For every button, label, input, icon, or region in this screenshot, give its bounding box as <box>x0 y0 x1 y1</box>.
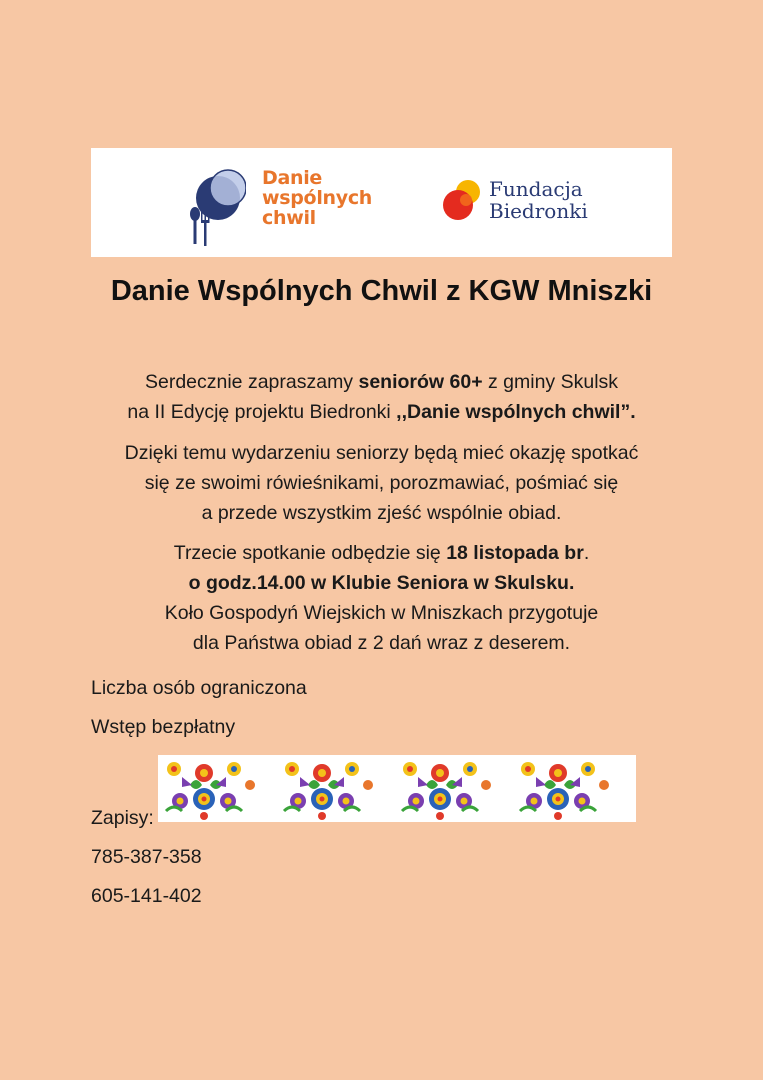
meeting-line-2 <box>0 568 763 598</box>
meeting-line-3: Koło Gospodyń Wiejskich w Mniszkach przygotuje <box>164 602 599 624</box>
intro-text-2a: na II Edycję projektu Biedronki <box>127 401 397 423</box>
logo-right-text <box>489 178 588 222</box>
meeting-line-4: dla Państwa obiad z 2 dań wraz z deserem. <box>192 632 571 654</box>
phone-number-2: 605-141-402 <box>91 885 202 907</box>
phone-number-1: 785-387-358 <box>91 846 202 868</box>
meeting-time-place: o godz.14.00 w Klubie Seniora w Skulsku. <box>188 572 575 594</box>
description-paragraph <box>0 438 763 528</box>
desc-line-1: Dzięki temu wydarzeniu seniorzy będą mieć okazję spotkać <box>124 442 639 464</box>
danie-wspolnych-chwil-logo-icon <box>186 162 246 248</box>
limited-seats-text: Liczba osób ograniczona <box>91 677 307 699</box>
logo-left-text <box>262 168 372 228</box>
desc-line-2: się ze swoimi rówieśnikami, porozmawiać, pośmiać się <box>144 472 619 494</box>
logo-left-line-1: Danie <box>262 167 323 189</box>
logo-banner <box>91 148 672 257</box>
meeting-paragraph <box>0 538 763 658</box>
meeting-date: 18 listopada br <box>446 542 584 564</box>
fundacja-biedronki-logo-icon <box>441 178 485 224</box>
intro-text-1a: Serdecznie zapraszamy <box>144 371 359 393</box>
page-title: Danie Wspólnych Chwil z KGW Mniszki <box>110 275 653 307</box>
intro-text-1b: seniorów 60+ <box>358 371 483 393</box>
desc-line-3: a przede wszystkim zjeść wspólnie obiad. <box>201 502 562 524</box>
folk-pattern-decoration-icon <box>158 755 636 822</box>
logo-left-line-2: wspólnych <box>262 187 373 209</box>
intro-text-2b: ,,Danie wspólnych chwil”. <box>396 401 636 423</box>
logo-left-line-3: chwil <box>262 207 316 229</box>
meeting-text-1c: . <box>583 542 590 564</box>
logo-right-line-2: Biedronki <box>489 199 588 223</box>
intro-text-1c: z gminy Skulsk <box>482 371 619 393</box>
intro-line-2 <box>0 397 763 427</box>
signup-label: Zapisy: <box>91 807 154 829</box>
meeting-text-1a: Trzecie spotkanie odbędzie się <box>173 542 447 564</box>
intro-paragraph <box>0 367 763 427</box>
logo-right-line-1: Fundacja <box>489 177 583 201</box>
free-entry-text: Wstęp bezpłatny <box>91 716 236 738</box>
meeting-line-1 <box>0 538 763 568</box>
intro-line-1 <box>0 367 763 397</box>
